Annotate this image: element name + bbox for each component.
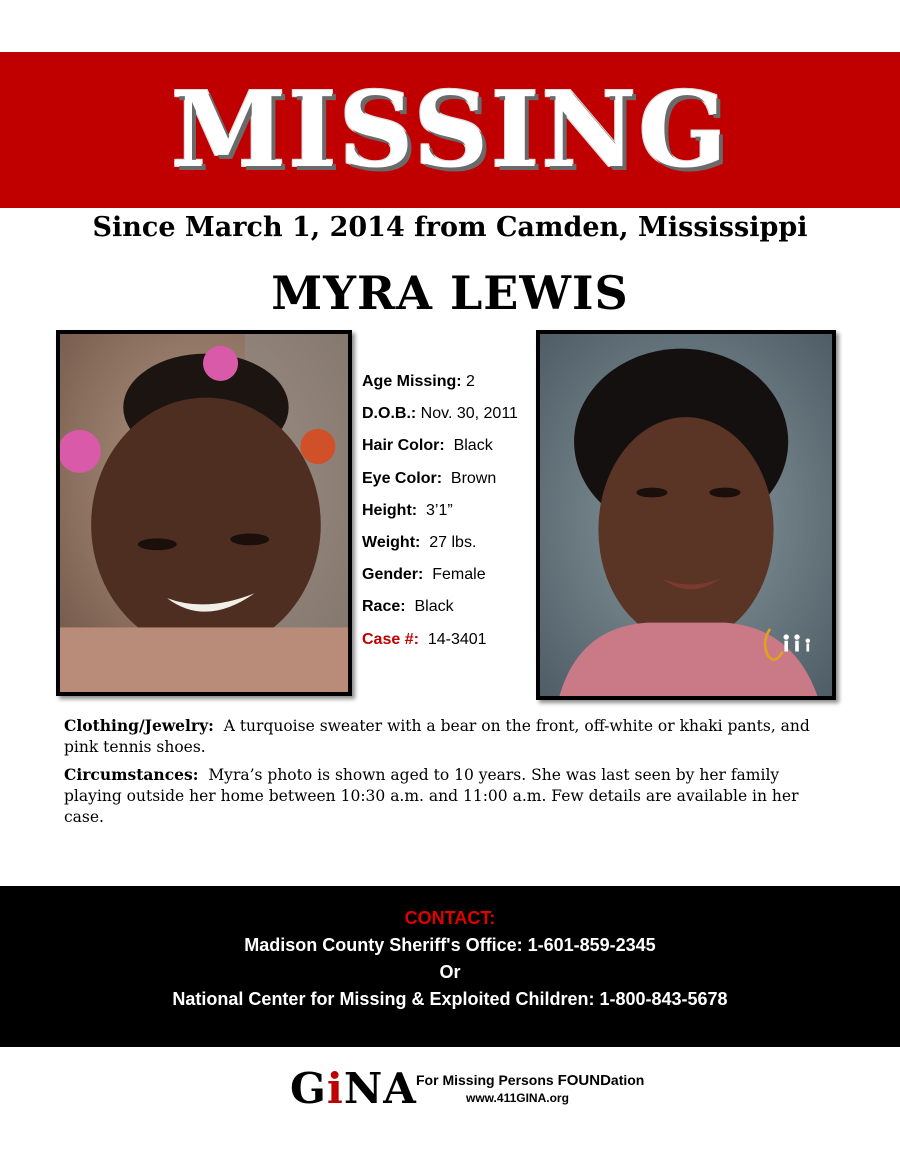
child-photo — [56, 330, 352, 696]
case-description — [64, 715, 824, 834]
gina-footer — [290, 1064, 650, 1114]
missing-since-text: Since March 1, 2014 from Camden, Mississippi — [92, 212, 808, 243]
detail-row-dob — [362, 398, 542, 430]
detail-value: 3’1” — [426, 501, 453, 519]
detail-value: Black — [453, 437, 493, 455]
detail-value: 2 — [466, 373, 475, 390]
detail-label: Case #: — [362, 630, 419, 648]
contact-section — [0, 886, 900, 1047]
contact-sheriff: Madison County Sheriff's Office: 1-601-859-2345 — [244, 935, 656, 955]
detail-row-weight — [362, 527, 542, 559]
detail-label: Race: — [362, 598, 406, 616]
contact-or: Or — [439, 962, 461, 982]
contact-ncmec: National Center for Missing & Exploited Children: 1-800-843-5678 — [172, 989, 728, 1009]
detail-row-eye — [362, 463, 542, 495]
clothing-text: A turquoise sweater with a bear on the front, off-white or khaki pants, and pink tennis shoes. — [64, 717, 810, 756]
detail-row-race — [362, 591, 542, 623]
missing-person-name: MYRA LEWIS — [271, 266, 629, 320]
detail-row-height — [362, 495, 542, 527]
detail-row-hair — [362, 430, 542, 462]
age-progression-photo — [536, 330, 836, 700]
detail-label: Age Missing: — [362, 373, 462, 390]
circumstances-paragraph — [64, 764, 824, 828]
gina-tagline: For Missing Persons FOUNDation — [416, 1072, 645, 1089]
detail-label: Eye Color: — [362, 469, 443, 487]
clothing-paragraph — [64, 715, 824, 758]
details-list — [362, 366, 542, 656]
circumstances-text: Myra’s photo is shown aged to 10 years. She was last seen by her family playing outside her home between 10:30 a.m. and 11:00 a.m. Few details are available in her case. — [64, 766, 799, 826]
missing-banner — [0, 52, 900, 208]
detail-value: Female — [432, 566, 486, 584]
detail-row-age — [362, 366, 542, 398]
detail-value: Nov. 30, 2011 — [420, 405, 518, 423]
clothing-label: Clothing/Jewelry: — [64, 716, 214, 735]
detail-row-case — [362, 624, 542, 656]
gina-logo: GiNA — [290, 1064, 417, 1113]
contact-heading: CONTACT: — [404, 908, 496, 928]
ncmec-logo-icon — [752, 624, 824, 688]
detail-value: 14-3401 — [427, 630, 487, 648]
detail-value: Brown — [450, 469, 497, 487]
detail-label: Height: — [362, 501, 418, 519]
detail-row-gender — [362, 559, 542, 591]
missing-title: MISSING — [170, 68, 730, 191]
detail-label: Hair Color: — [362, 437, 445, 455]
circumstances-label: Circumstances: — [64, 765, 199, 784]
detail-label: Gender: — [362, 566, 424, 584]
detail-label: D.O.B.: — [362, 405, 417, 423]
gina-website: www.411GINA.org — [466, 1091, 569, 1105]
detail-label: Weight: — [362, 534, 421, 552]
detail-value: Black — [414, 598, 454, 616]
detail-value: 27 lbs. — [429, 534, 477, 552]
